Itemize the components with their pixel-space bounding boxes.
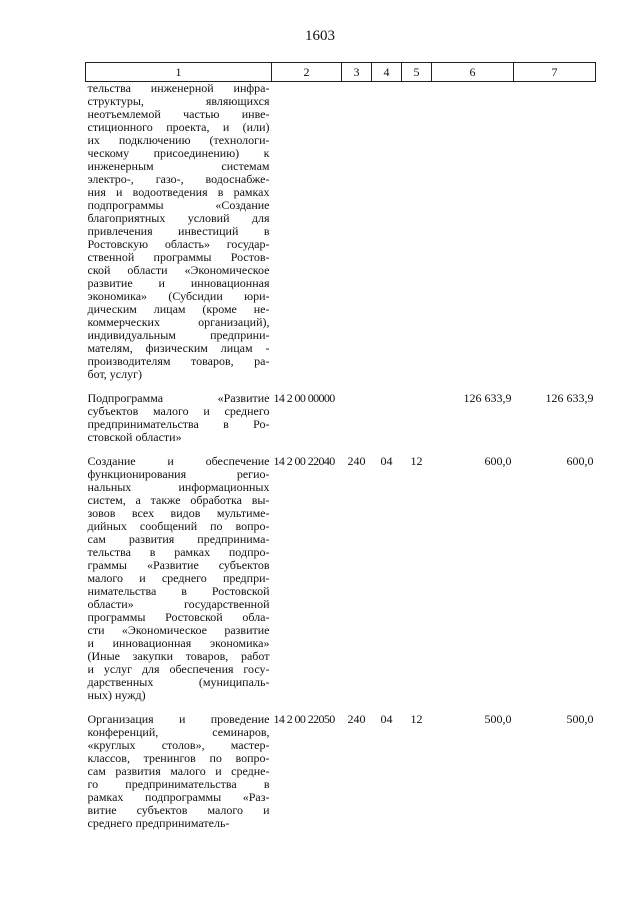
- row-csr-code: 14 2 00 00000: [273, 391, 335, 405]
- row-name-line: сти «Экономическое развитие: [87, 623, 270, 637]
- col-header-rz: 4: [372, 63, 402, 82]
- row-pr-code: [402, 392, 432, 455]
- col-header-sum1: 6: [432, 63, 514, 82]
- row-name-line: го предпринимательства в: [87, 777, 270, 791]
- row-name-line: экономика» (Субсидии юри-: [87, 289, 270, 303]
- row-sum-1: 500,0: [484, 712, 512, 726]
- row-name-line: неотъемлемой частью инве-: [87, 107, 270, 121]
- row-name-line: подпрограммы «Создание: [87, 198, 270, 212]
- row-csr-code: 14 2 00 22050: [273, 712, 335, 726]
- row-name-line: и услуг для обеспечения госу-: [87, 662, 270, 676]
- row-rz-code: [372, 392, 402, 455]
- row-name-line: бот, услуг): [87, 367, 143, 381]
- header-row: [86, 63, 596, 82]
- row-name-line: систем, а также обработка вы-: [87, 493, 270, 507]
- table-row: [86, 455, 596, 713]
- row-name-line: рамках подпрограммы «Раз-: [87, 790, 270, 804]
- row-name-line: производителям товаров, ра-: [87, 354, 270, 368]
- row-name-line: предпринимательства в Ро-: [87, 417, 270, 431]
- row-name-line: инженерным системам: [87, 159, 270, 173]
- row-name-line: зовов всех видов мультиме-: [87, 506, 270, 520]
- row-name-line: ской области «Экономическое: [87, 263, 270, 277]
- row-name-cell: [86, 713, 272, 841]
- table-row: [86, 82, 596, 393]
- row-name-line: ных) нужд): [87, 688, 146, 702]
- row-rz-code: 04: [380, 454, 393, 468]
- row-name-line: классов, тренингов по вопро-: [87, 751, 270, 765]
- row-name-line: ственной программы Ростов-: [87, 250, 270, 264]
- row-name-line: их подключению (технологи-: [87, 133, 270, 147]
- row-sum-2: 126 633,9: [545, 391, 594, 405]
- row-sum-2: 500,0: [566, 712, 594, 726]
- row-name-line: электро-, газо-, водоснабже-: [87, 172, 270, 186]
- col-header-csr: 2: [272, 63, 342, 82]
- row-name-line: дарственных (муниципаль-: [87, 675, 270, 689]
- row-name-cell: [86, 392, 272, 455]
- row-name-line: коммерческих организаций),: [87, 315, 270, 329]
- table-row: [86, 713, 596, 841]
- row-sum-2: [514, 82, 596, 393]
- row-name-line: ческому присоединению) к: [87, 146, 270, 160]
- col-header-pr: 5: [402, 63, 432, 82]
- row-name-line: малого и среднего предпри-: [87, 571, 270, 585]
- row-name-line: индивидуальным предприни-: [87, 328, 270, 342]
- row-sum-2: 600,0: [566, 454, 594, 468]
- row-name-line: благоприятных условий для: [87, 211, 270, 225]
- row-name-line: стовской области»: [87, 430, 182, 444]
- row-sum-1: 600,0: [484, 454, 512, 468]
- row-name-line: нальных информационных: [87, 480, 270, 494]
- row-name-cell: [86, 455, 272, 713]
- row-name-line: (Иные закупки товаров, работ: [87, 649, 270, 663]
- row-rz-code: 04: [380, 712, 393, 726]
- row-rz-code: [372, 82, 402, 393]
- row-name-line: субъектов малого и среднего: [87, 404, 270, 418]
- row-csr-code: 14 2 00 22040: [273, 454, 335, 468]
- row-vr-code: [342, 82, 372, 393]
- row-name-line: граммы «Развитие субъектов: [87, 558, 270, 572]
- row-vr-code: [342, 392, 372, 455]
- row-name-line: тельства инженерной инфра-: [87, 81, 270, 95]
- row-name-line: функционирования регио-: [87, 467, 270, 481]
- row-csr-code: [272, 82, 342, 393]
- row-sum-1: 126 633,9: [463, 391, 512, 405]
- row-name-line: развитие и инновационная: [87, 276, 270, 290]
- row-name-line: Подпрограмма «Развитие: [87, 391, 270, 405]
- row-name-line: мателям, физическим лицам -: [87, 341, 270, 355]
- row-name-line: Организация и проведение: [87, 712, 270, 726]
- row-name-line: ния и водоотведения в рамках: [87, 185, 270, 199]
- col-header-vr: 3: [342, 63, 372, 82]
- row-pr-code: 12: [410, 454, 423, 468]
- row-name-line: области» государственной: [87, 597, 270, 611]
- row-name-line: и инновационная экономика»: [87, 636, 270, 650]
- row-name-line: нимательства в Ростовской: [87, 584, 270, 598]
- row-pr-code: 12: [410, 712, 423, 726]
- row-name-line: сам развития малого и средне-: [87, 764, 270, 778]
- row-name-cell: [86, 82, 272, 393]
- row-name-line: привлечения инвестиций в: [87, 224, 270, 238]
- row-name-line: дийных сообщений по вопро-: [87, 519, 270, 533]
- col-header-sum2: 7: [514, 63, 596, 82]
- budget-table: [85, 62, 596, 841]
- row-name-line: тельства в рамках подпро-: [87, 545, 270, 559]
- row-name-line: программы Ростовской обла-: [87, 610, 270, 624]
- table-row: [86, 392, 596, 455]
- row-name-line: среднего предприниматель-: [87, 816, 230, 830]
- row-name-line: структуры, являющихся: [87, 94, 270, 108]
- row-name-line: Создание и обеспечение: [87, 454, 270, 468]
- row-sum-1: [432, 82, 514, 393]
- row-name-line: Ростовскую область» государ-: [87, 237, 270, 251]
- col-header-name: 1: [86, 63, 272, 82]
- row-name-line: конференций, семинаров,: [87, 725, 270, 739]
- row-vr-code: 240: [347, 712, 366, 726]
- row-vr-code: 240: [347, 454, 366, 468]
- row-name-line: «круглых столов», мастер-: [87, 738, 270, 752]
- row-name-line: сам развития предпринима-: [87, 532, 270, 546]
- row-name-line: дическим лицам (кроме не-: [87, 302, 270, 316]
- page-number: 1603: [305, 28, 335, 44]
- row-name-line: витие субъектов малого и: [87, 803, 270, 817]
- row-pr-code: [402, 82, 432, 393]
- row-name-line: стиционного проекта, и (или): [87, 120, 270, 134]
